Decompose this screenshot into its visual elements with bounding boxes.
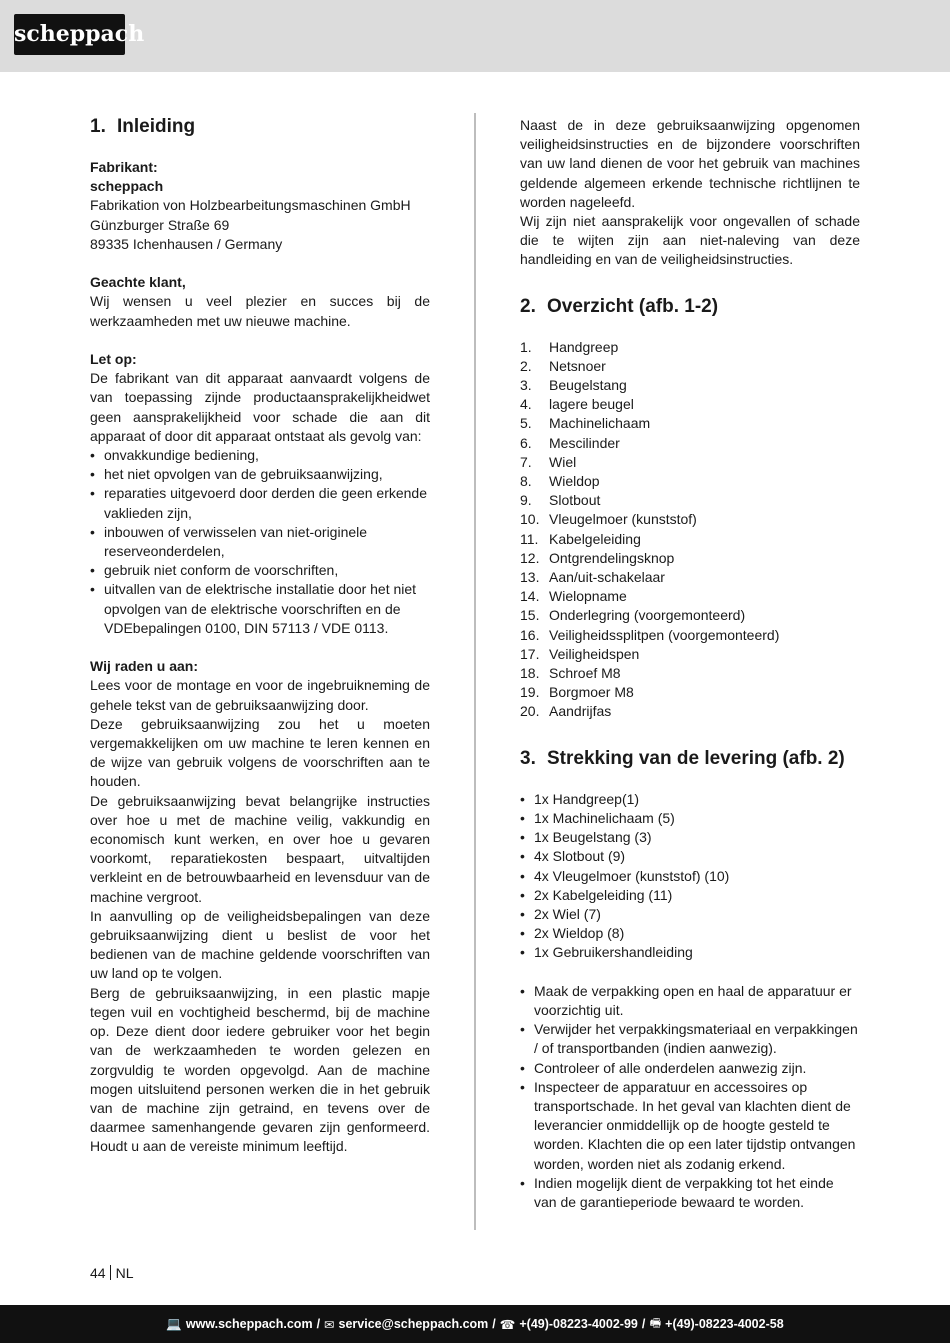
email-link[interactable]: service@scheppach.com (338, 1317, 489, 1331)
overview-item: 12. Ontgrendelingsknop (520, 549, 675, 566)
delivery-item: • 1x Beugelstang (3) (520, 828, 860, 847)
delivery-item: • 1x Handgreep(1) (520, 790, 860, 809)
overview-item: 19. Borgmoer M8 (520, 684, 634, 701)
overview-item: 14. Wielopname (520, 588, 627, 605)
advice-paragraph: De gebruiksaanwijzing bevat belangrijke instructies over hoe u met de machine veilig, vakkundig en economisch kunt werken, en over hoe u gevaren voorkomt, reparatiekosten bespaart, uitvaltijden verkleint en de betrouwbaarheid en levensduur van de machine vergroot. (90, 792, 430, 905)
intro-paragraph: Wij zijn niet aansprakelijk voor ongevallen of schade die te wijten zijn aan niet-naleving van deze handleiding en van de veiligheidsinstructies. (520, 213, 860, 268)
overview-item: 6. Mescilinder (520, 434, 620, 451)
attention-list (90, 446, 430, 638)
dear-customer-text: Wij wensen u veel plezier en succes bij de werkzaamheden met uw nieuwe machine. (90, 293, 430, 329)
overview-item: 9. Slotbout (520, 492, 601, 509)
manufacturer-block (90, 158, 430, 254)
website-link[interactable]: www.scheppach.com (185, 1317, 313, 1331)
overview-item: 18. Schroef M8 (520, 665, 621, 682)
delivery-item: • 4x Slotbout (9) (520, 847, 860, 866)
manufacturer-line: Günzburger Straße 69 (90, 216, 230, 233)
delivery-list (520, 790, 860, 963)
section-2-heading: 2. Overzicht (afb. 1-2) (520, 295, 719, 317)
advice-paragraph: Lees voor de montage en voor de ingebruikneming de gehele tekst van de gebruiksaanwijzing door. (90, 677, 430, 713)
left-column (90, 116, 430, 1157)
list-item: • onvakkundige bediening, (90, 446, 430, 465)
attention-label: Let op: (90, 351, 137, 367)
overview-item: 3. Beugelstang (520, 377, 627, 394)
unpack-item: • Controleer of alle onderdelen aanwezig zijn. (520, 1059, 860, 1078)
section-1-heading: 1. Inleiding (90, 116, 196, 137)
unpack-list (520, 982, 860, 1212)
overview-item: 2. Netsnoer (520, 357, 606, 374)
dear-customer-block (90, 273, 430, 331)
phone-number: +(49)-08223-4002-99 (519, 1317, 638, 1331)
unpack-item: • Indien mogelijk dient de verpakking tot het einde van de garantieperiode bewaard te worden. (520, 1174, 860, 1212)
overview-item: 10. Vleugelmoer (kunststof) (520, 511, 697, 528)
advice-paragraph: Deze gebruiksaanwijzing zou het u moeten vergemakkelijken om uw machine te leren kennen en de wijze van gebruik volgens de voorschriften aan te houden. (90, 715, 430, 790)
fax-number: +(49)-08223-4002-58 (665, 1317, 784, 1331)
fax-icon: 🖷 (649, 1315, 662, 1330)
delivery-item: • 1x Gebruikershandleiding (520, 943, 860, 962)
list-item: • het niet opvolgen van de gebruiksaanwijzing, (90, 465, 430, 484)
unpack-item: • Maak de verpakking open en haal de apparatuur er voorzichtig uit. (520, 982, 860, 1020)
contact-footer: 💻 www.scheppach.com / ✉ service@scheppach.com / ☎ +(49)-08223-4002-99 / 🖷 +(49)-08223-4002-58 (0, 1305, 950, 1343)
delivery-item: • 2x Wiel (7) (520, 905, 860, 924)
list-item: • reparaties uitgevoerd door derden die geen erkende vaklieden zijn, (90, 484, 430, 522)
overview-item: 16. Veiligheidssplitpen (voorgemonteerd) (520, 626, 780, 643)
overview-item: 5. Machinelichaam (520, 415, 651, 432)
section-3-heading: 3. Strekking van de levering (afb. 2) (520, 747, 845, 769)
list-item: • gebruik niet conform de voorschriften, (90, 561, 430, 580)
overview-item: 13. Aan/uit-schakelaar (520, 569, 665, 586)
advice-label: Wij raden u aan: (90, 658, 199, 675)
delivery-item: • 2x Kabelgeleiding (11) (520, 886, 860, 905)
overview-list (520, 338, 860, 722)
page-header (0, 0, 950, 72)
delivery-item: • 2x Wieldop (8) (520, 924, 860, 943)
advice-paragraph: In aanvulling op de veiligheidsbepalingen van deze gebruiksaanwijzing dient u beslist de voor het bedienen van de machine geldende voorschriften van uw land op te volgen. (90, 907, 430, 982)
manufacturer-name: scheppach (90, 178, 164, 195)
overview-item: 4. lagere beugel (520, 396, 634, 413)
unpack-item: • Inspecteer de apparatuur en accessoires op transportschade. In het geval van klachten dient de leverancier onmiddellijk op de hoogte gesteld te worden. Klachten die op een later tijdstip ontvangen worden, worden niet als zodanig erkend. (520, 1078, 860, 1174)
page-number: 44 NL (90, 1265, 134, 1281)
computer-icon: 💻 (166, 1316, 182, 1331)
list-item: • uitvallen van de elektrische installatie door het niet opvolgen van de elektrische voorschriften en de VDEbepalingen 0100, DIN 57113 / VDE 0113. (90, 580, 430, 638)
overview-item: 20. Aandrijfas (520, 703, 612, 720)
mail-icon: ✉ (324, 1317, 335, 1332)
overview-item: 15. Onderlegring (voorgemonteerd) (520, 607, 746, 624)
dear-customer-label: Geachte klant, (90, 274, 186, 291)
list-item: • inbouwen of verwisselen van niet-originele reserveonderdelen, (90, 523, 430, 561)
scheppach-logo: scheppach (14, 14, 125, 55)
manufacturer-line: Fabrikation von Holzbearbeitungsmaschinen GmbH (90, 197, 411, 214)
manufacturer-line: 89335 Ichenhausen / Germany (90, 235, 283, 252)
delivery-item: • 1x Machinelichaam (5) (520, 809, 860, 828)
unpack-item: • Verwijder het verpakkingsmateriaal en verpakkingen / of transportbanden (indien aanwezig). (520, 1020, 860, 1058)
overview-item: 17. Veiligheidspen (520, 645, 640, 662)
attention-block (90, 350, 430, 446)
intro-paragraph: Naast de in deze gebruiksaanwijzing opgenomen veiligheidsinstructies en de bijzondere voorschriften van uw land dienen de voor het gebruik van machines geldende algemeen erkende technische richtlijnen te worden nageleefd. (520, 117, 860, 210)
delivery-item: • 4x Vleugelmoer (kunststof) (10) (520, 867, 860, 886)
right-column (520, 116, 860, 1212)
overview-item: 1. Handgreep (520, 338, 619, 355)
manufacturer-label: Fabrikant: (90, 159, 158, 175)
overview-item: 8. Wieldop (520, 473, 600, 490)
phone-icon: ☎ (499, 1317, 516, 1332)
overview-item: 11. Kabelgeleiding (520, 530, 641, 547)
overview-item: 7. Wiel (520, 453, 577, 470)
advice-paragraph: Berg de gebruiksaanwijzing, in een plastic mapje tegen vuil en vochtigheid beschermd, bij de machine op. Deze dient door iedere gebruiker voor het begin van de werkzaamheden te worden gelezen en zorgvuldig te worden opgevolgd. Aan de machine mogen uitsluitend personen werken die in het gebruik van de machine zijn getraind, en tevens over de daarmee samenhangende gevaren zijn genformeerd. Houdt u aan de vereiste minimum leeftijd. (90, 984, 430, 1155)
advice-block (90, 657, 430, 676)
column-divider (474, 113, 476, 1230)
attention-text: De fabrikant van dit apparaat aanvaardt volgens de van toepassing zijnde productaansprakelijkheidwet geen aansprakelijkheid voor schade die aan dit apparaat of door dit apparaat ontstaat als gevolg van: (90, 370, 430, 444)
